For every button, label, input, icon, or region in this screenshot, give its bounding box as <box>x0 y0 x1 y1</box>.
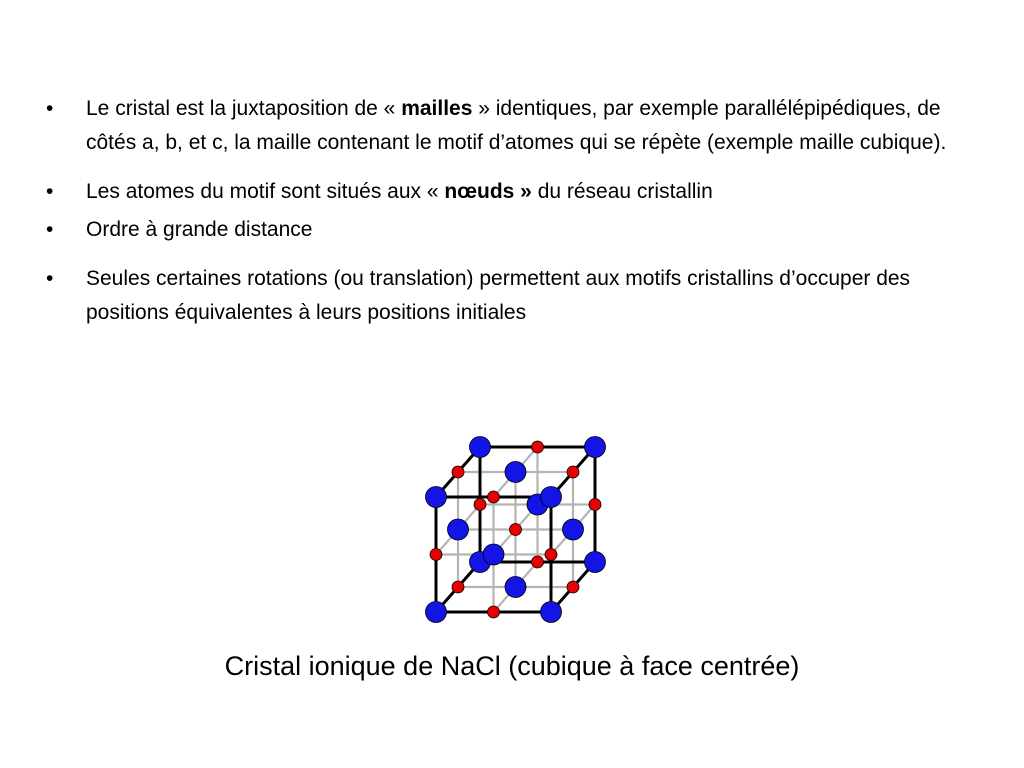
bullet-bold-text: mailles <box>401 97 473 120</box>
small-atom-sphere <box>567 466 579 478</box>
large-atom-sphere <box>585 437 606 458</box>
small-atom-sphere <box>567 581 579 593</box>
bullet-bold-text: nœuds » <box>444 180 532 203</box>
bullet-item-mailles <box>46 92 986 160</box>
bullet-text: Les atomes du motif sont situés aux « <box>86 180 445 203</box>
large-atom-sphere <box>505 577 526 598</box>
small-atom-sphere <box>488 606 500 618</box>
large-atom-sphere <box>426 487 447 508</box>
large-atom-sphere <box>426 602 447 623</box>
small-atom-sphere <box>488 491 500 503</box>
large-atom-sphere <box>585 552 606 573</box>
bullet-item-ordre <box>46 213 986 247</box>
small-atom-sphere <box>510 524 522 536</box>
large-atom-sphere <box>505 462 526 483</box>
bullet-marker: • <box>46 180 54 203</box>
bullet-text: Ordre à grande distance <box>86 218 313 241</box>
bullet-marker: • <box>46 218 54 241</box>
bullet-item-rotations <box>46 262 986 330</box>
bullet-text: du réseau cristallin <box>531 180 713 203</box>
small-atom-sphere <box>452 466 464 478</box>
bullet-list <box>46 92 986 330</box>
large-atom-sphere <box>448 519 469 540</box>
figure-caption: Cristal ionique de NaCl (cubique à face centrée) <box>224 651 800 681</box>
large-atom-sphere <box>483 544 504 565</box>
bullet-text: Seules certaines rotations (ou translation) permettent aux motifs cristallins d’occuper des positions équivalentes à leurs positions initiales <box>86 267 911 324</box>
small-atom-sphere <box>545 549 557 561</box>
bullet-text: » identiques, par exemple parallélépipédiques, de côtés a, b, et c, la maille contenant le motif d’atomes qui se répète (exemple maille cubique). <box>86 97 947 154</box>
bullet-text: Le cristal est la juxtaposition de « <box>86 97 402 120</box>
large-atom-sphere <box>470 437 491 458</box>
bullet-marker: • <box>46 97 54 120</box>
large-atom-sphere <box>541 487 562 508</box>
small-atom-sphere <box>452 581 464 593</box>
small-atom-sphere <box>430 549 442 561</box>
bullet-item-noeuds <box>46 175 986 209</box>
small-atom-sphere <box>532 556 544 568</box>
large-atom-sphere <box>563 519 584 540</box>
large-atom-sphere <box>541 602 562 623</box>
small-atom-sphere <box>474 499 486 511</box>
small-atom-sphere <box>532 441 544 453</box>
nacl-crystal-lattice-figure <box>420 436 616 632</box>
bullet-marker: • <box>46 267 54 290</box>
small-atom-sphere <box>589 499 601 511</box>
